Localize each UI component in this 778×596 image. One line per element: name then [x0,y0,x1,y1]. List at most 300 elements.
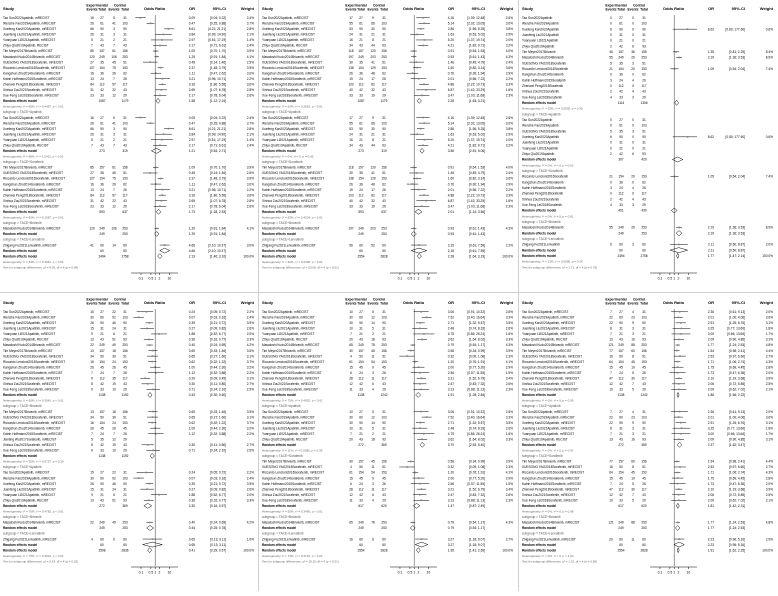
total-control: 93 [642,437,646,442]
events-control: 54 [371,359,375,364]
events-experimental: 5 [91,38,93,43]
col-header-total-ctl: Total [640,301,648,306]
ci-value: [2.02; 13.05] [467,121,485,126]
col-header-weight: Weight [240,300,254,305]
study-label: Wenzhe Fan2019Apatinib [522,21,559,26]
weight-value: 3.1% [246,376,254,381]
weight-value: 3.5% [246,348,254,353]
weight-value: 2.5% [246,171,254,176]
study-estimate [680,322,682,324]
total-experimental: 249 [99,226,105,231]
events-experimental: 7 [350,431,352,436]
total-control: 93 [642,44,646,49]
study-label: Xuefeng Kan2020Apatinib, mRECIST [3,126,57,131]
ci-value: [0.32; 1.22] [210,420,226,425]
subgroup-label: subgroup = TACE+Brivanib [522,515,561,520]
ci-value: [0.30; 0.60] [210,393,226,398]
events-experimental: 5 [610,129,612,134]
study-label: Katrin Hoffmann2015Sorafenib, mRECIST [262,187,322,192]
total-experimental: 60 [619,537,623,542]
subgroup-label: subgroup = TACE+Apatinib [262,404,301,409]
total-control: 156 [122,348,128,353]
ci-value: [3.40; 16.64] [467,415,485,420]
study-label: Zhiyu Qiu2019Apatinib, RECIST [3,498,49,503]
total-experimental: 157 [99,409,105,414]
weight-value: 4.1% [246,226,254,231]
total-control: 29 [642,387,646,392]
study-label: Juanfeng Liu2021Apatinib [522,140,559,145]
heterogeneity-text: Test for subgroup differences: χ² = 1.71, df = 4 (p = 0.79) [522,265,598,270]
total-experimental: 273 [358,149,364,154]
total-experimental: 42 [619,44,623,49]
total-control: 31 [382,15,386,20]
weight-value: 3.7% [246,420,254,425]
total-control: 1306 [640,101,648,106]
study-label: Kangshun Zhu2014Sorafenib, mRECIST [262,365,320,370]
total-control: 45 [382,476,386,481]
total-experimental: 33 [359,498,363,503]
odds-ratio-value: 2.37 [188,176,195,181]
total-control: 43 [123,443,127,448]
ci-value: [0.04; 0.22] [210,15,226,20]
total-control: 156 [381,49,387,54]
x-tick-label: 0.5 [148,570,154,575]
pooled-diamond [677,392,679,397]
study-label: Riccardo Lencioni2016Sorafenib, mRECIST [3,420,66,425]
total-experimental: 24 [619,370,623,375]
events-control: 9 [632,321,634,326]
odds-ratio-value: 0.79 [447,526,454,531]
ci-value: [0.77; 5.20] [469,476,485,481]
weight-value: 1.7% [765,332,773,337]
odds-ratio-value: 1.21 [188,149,195,154]
ci-value: [0.25; 0.88] [210,121,226,126]
col-header-events-ctl: Events [627,7,639,12]
weight-value: 2.9% [765,537,773,542]
ci-value: [0.90; 4.85] [729,337,745,342]
study-estimate [421,377,423,379]
events-control: 5 [632,481,634,486]
study-label: Tim Meyer2017Brivanib, mRECIST [3,165,53,170]
ci-value: [1.24; 2.53] [729,520,745,525]
weight-value: 2.9% [505,182,513,187]
col-header-total-exp: Total [357,7,365,12]
weight-value: 3.1% [765,420,773,425]
study-label: Riccardo Lencioni2016Sorafenib, mRECIST [3,359,66,364]
study-estimate [412,522,414,524]
events-experimental: 34 [349,43,353,48]
ci-value: [1.42; 33.29] [467,88,485,93]
weight-value: 2.0% [505,137,513,142]
weight-value: 3.1% [765,337,773,342]
total-control: 62 [382,182,386,187]
study-label: Wenzhe Fan2019Apatinib, mRECIST [262,21,315,26]
study-estimate [156,228,158,230]
ci-value: [0.29; 0.57] [210,548,226,553]
study-label: Juanfeng Liu2021Apatinib, mRECIST [262,326,315,331]
study-estimate [677,477,679,479]
events-experimental: 15 [90,309,94,314]
total-experimental: 112 [358,376,364,381]
total-experimental: 50 [619,465,623,470]
col-header-experimental: Experimental [86,297,108,302]
total-control: 26 [382,76,386,81]
total-control: 51 [642,61,646,66]
study-estimate [423,433,425,435]
x-tick-label: 10 [426,276,431,281]
total-experimental: 42 [100,198,104,203]
events-control: 129 [370,176,376,181]
pooled-diamond [420,442,425,447]
col-header-total-ctl: Total [121,7,129,12]
total-control: 117 [641,376,647,381]
events-control: 2 [372,431,374,436]
ci-value: [0.83; 7.32] [469,382,485,387]
pooled-label: Random effects model [522,542,557,547]
events-control: 11 [371,376,375,381]
study-estimate [423,83,425,85]
pooled-diamond [148,392,152,397]
ci-value: [0.47; 2.62] [210,71,226,76]
study-label: Masatoshi Kudo2014Brivanib [522,55,564,60]
total-experimental: 112 [618,376,624,381]
events-experimental: 23 [90,204,94,209]
odds-ratio-value: 3.16 [188,193,195,198]
events-experimental: 4 [610,203,612,208]
total-control: 31 [123,132,127,137]
col-header-events-ctl: Events [367,301,379,306]
study-label: Yuanyuan Li2021Apatinib, mRECIST [3,38,56,43]
total-control: 31 [382,409,386,414]
x-tick-label: 0.1 [138,276,144,281]
total-control: 31 [123,115,127,120]
odds-ratio-value: 1.11 [189,71,195,76]
events-experimental: 26 [90,481,94,486]
weight-value: 3.8% [505,126,513,131]
pooled-diamond [147,525,154,530]
ci-value: [2.10; 10.37] [208,248,226,253]
study-estimate [421,488,423,490]
total-experimental: 61 [619,123,623,128]
events-control: 4 [632,409,634,414]
weight-value: 2.2% [505,187,513,192]
total-experimental: 24 [359,481,363,486]
total-control: 156 [641,348,647,353]
weight-value: 2.5% [246,60,254,65]
events-experimental: 5 [91,437,93,442]
weight-value: 2.8% [246,27,254,32]
events-experimental: 12 [609,492,613,497]
total-control: 2828 [380,254,388,259]
weight-value: 2.2% [246,431,254,436]
odds-ratio-value: 8.62 [707,27,714,32]
events-experimental: 30 [349,420,353,425]
total-control: 29 [123,437,127,442]
events-control: 203 [370,226,376,231]
weight-value: 3.2% [246,365,254,370]
weight-value: 1.6% [246,537,254,542]
weight-value: 2.1% [765,387,773,392]
weight-value: 100.0% [243,548,254,553]
events-control: 4 [632,186,634,191]
study-label: Masatoshi Kudo2014Brivanib, mRECIST [262,226,320,231]
col-header-total-exp: Total [617,301,625,306]
weight-value: 2.6% [505,326,513,331]
events-experimental: 8 [91,382,93,387]
study-label: Tao Sun2022Apatinib, mRECIST [3,115,50,120]
events-control: 44 [371,143,375,148]
total-experimental: 1138 [617,393,625,398]
events-experimental: 53 [349,126,353,131]
odds-ratio-value: 2.91 [707,420,714,425]
study-estimate [149,344,151,346]
study-estimate [140,117,142,119]
odds-ratio-value: 0.62 [188,420,195,425]
total-experimental: 154 [618,67,624,72]
study-estimate [679,311,681,313]
x-tick-label: 2 [158,276,161,281]
pooled-diamond [151,148,161,153]
study-estimate [168,28,170,30]
total-control: 60 [382,542,386,547]
events-control: 45 [112,60,116,65]
events-control: 3 [113,132,115,137]
events-control: 0 [632,72,634,77]
total-experimental: 31 [100,326,104,331]
col-header-or: OR [448,300,454,305]
ci-value: [1.64; 8.02] [469,437,485,442]
odds-ratio-value: 2.10 [707,487,714,492]
total-control: 103 [641,415,647,420]
study-estimate [423,194,425,196]
ci-value: [0.98; 2.41] [729,348,745,353]
total-control: 51 [642,129,646,134]
odds-ratio-value: 3.00 [707,332,714,337]
study-label: Xue-Feng Lei2018Sorafenib, mRECIST [262,498,318,503]
study-label: Xue-Feng Lei2018Sorafenib, mRECIST [262,204,318,209]
ci-value: [0.96; 5.16] [729,537,745,542]
ci-value: [0.24; 2.10] [210,448,226,453]
study-label: Riccardo Lencioni2016Sorafenib [522,174,569,179]
ci-value: [1.06; 2.74] [729,359,745,364]
total-control: 31 [382,326,386,331]
ci-value: [1.25; 6.76] [729,321,745,326]
weight-value: 2.5% [505,32,513,37]
odds-ratio-value: 2.15 [447,248,454,253]
total-control: 90 [123,321,127,326]
odds-ratio-value: 0.65 [188,542,195,547]
study-estimate [419,427,421,429]
events-control: 6 [372,492,374,497]
total-experimental: 24 [619,78,623,83]
total-experimental: 42 [619,197,623,202]
odds-ratio-value: 0.32 [447,465,454,470]
ci-value: [1.36; 3.53] [729,225,745,230]
weight-value: 3.6% [246,82,254,87]
study-estimate [422,117,424,119]
total-control: 2828 [640,548,648,553]
events-control: 5 [113,15,115,20]
study-estimate [162,189,164,191]
study-label: Zhigang Fu2021Lenvatinib, mRECIST [262,537,316,542]
odds-ratio-value: 2.69 [188,88,195,93]
events-experimental: 16 [90,71,94,76]
total-control: 90 [642,27,646,32]
study-estimate [679,411,681,413]
total-control: 31 [123,487,127,492]
odds-ratio-value: 0.43 [188,393,195,398]
ci-value: [0.47; 6.36] [729,481,745,486]
x-tick-label: 0.5 [667,276,673,281]
weight-value: 2.2% [246,187,254,192]
pooled-diamond [670,248,688,253]
ci-value: [1.25; 6.76] [729,420,745,425]
odds-ratio-value: 0.30 [188,382,195,387]
ci-value: [1.19; 3.68] [729,376,745,381]
study-label: Xinhua Zou2021Sorafenib, mRECIST [522,382,576,387]
total-experimental: 157 [358,49,364,54]
events-experimental: 10 [349,326,353,331]
total-control: 26 [123,76,127,81]
events-experimental: 30 [90,315,94,320]
events-experimental: 26 [90,321,94,326]
events-experimental: 7 [91,431,93,436]
study-estimate [406,355,408,357]
heterogeneity-text: Heterogeneity: I² = 21%, τ² = 0.0590, p = 0.26 [522,259,583,264]
pooled-diamond [160,248,170,253]
study-label: Tao Sun2022Apatinib, mRECIST [3,15,50,20]
events-control: 7 [113,143,115,148]
total-experimental: 36 [359,71,363,76]
study-estimate [418,189,420,191]
total-control: 43 [382,198,386,203]
study-estimate [421,205,423,207]
events-experimental: 13 [609,337,613,342]
study-label: Yuanyuan Li2021Apatinib [522,146,559,151]
ci-value: [0.88; 11.13] [467,387,485,392]
events-experimental: 20 [349,437,353,442]
ci-value: [1.80; 5.55] [210,82,226,87]
total-experimental: 21 [100,137,104,142]
study-estimate [424,23,426,25]
events-experimental: 34 [349,143,353,148]
ci-value: [0.78; 6.04] [210,204,226,209]
total-control: 253 [381,526,387,531]
x-tick-label: 2 [417,570,420,575]
study-label: Wenzhe Fan2019Apatinib, mRECIST [3,121,56,126]
study-estimate [149,522,151,524]
study-estimate [421,438,423,440]
total-control: 51 [123,60,127,65]
total-control: 153 [641,67,647,72]
ci-value: [0.77; 13.66] [727,426,745,431]
study-label: Xuefeng Kan2020Apatinib [522,27,560,32]
heterogeneity-text: Test for subgroup differences: χ² = 1.32, df = 4 (p = 0.86) [522,559,598,564]
pooled-label: Random effects model [262,232,297,237]
ci-value: [0.11; 0.80] [210,382,226,387]
study-estimate [426,317,428,319]
total-control: 29 [382,387,386,392]
weight-value: 3.5% [505,420,513,425]
study-label: Zhenwei Peng2018Sorafenib [522,191,564,196]
events-control: 46 [112,481,116,486]
odds-ratio-value: 6.87 [447,198,454,203]
events-control: 52 [371,243,375,248]
ci-value: [1.37; 19.74] [467,38,485,43]
odds-ratio-value: 2.09 [707,387,714,392]
events-experimental: 77 [609,348,613,353]
study-estimate [162,194,164,196]
odds-ratio-value: 0.36 [188,337,195,342]
study-label: Xuefeng Kan2020Apatinib, mRECIST [262,321,316,326]
total-experimental: 43 [100,143,104,148]
ci-value: [0.30; 1.94] [469,71,485,76]
study-label: Tim Meyer2017Brivanib, mRECIST [522,459,572,464]
total-experimental: 33 [100,93,104,98]
col-header-total-ctl: Total [380,301,388,306]
total-experimental: 249 [358,343,364,348]
total-experimental: 60 [619,315,623,320]
study-estimate [140,17,142,19]
study-label: Yuanyuan Li2021Apatinib, mRECIST [522,332,575,337]
heterogeneity-text: Heterogeneity: I² = 11%, τ² = 0.0280, p = 0.35 [262,448,323,453]
events-control: 12 [112,437,116,442]
total-control: 51 [382,60,386,65]
weight-value: 2.6% [505,382,513,387]
total-experimental: 43 [100,498,104,503]
odds-ratio-value: 0.79 [447,520,454,525]
odds-ratio-value: 5.14 [447,21,454,26]
weight-value: 3.0% [246,182,254,187]
heterogeneity-text: Heterogeneity: I² = 15%, τ² = 0.0530, p = 0.30 [522,106,583,111]
ci-value: [0.96; 10.71] [208,187,226,192]
study-label: Xuefeng Kan2020Apatinib, mRECIST [3,481,57,486]
study-estimate [420,422,422,424]
events-experimental: 22 [90,520,94,525]
total-experimental: 42 [619,89,623,94]
events-control: 0 [632,191,634,196]
weight-value: 2.4% [246,15,254,20]
events-control: 32 [371,198,375,203]
total-experimental: 112 [99,376,105,381]
odds-ratio-value: 2.06 [707,382,714,387]
events-control: 30 [371,126,375,131]
study-estimate [416,61,418,63]
total-control: 31 [123,326,127,331]
events-control: 0 [632,38,634,43]
odds-ratio-value: 1.12 [188,431,195,436]
odds-ratio-value: 2.56 [447,481,454,486]
ci-value: [0.16; 0.77] [210,337,226,342]
study-label: Zhenwei Peng2018Sorafenib, mRECIST [522,487,580,492]
odds-ratio-value: 1.09 [188,49,195,54]
study-label: Zhigang Fu2021Lenvatinib [522,242,560,247]
study-estimate [679,466,681,468]
events-control: 6 [372,537,374,542]
study-label: Tim Meyer2017Brivanib, mRECIST [3,348,53,353]
study-estimate [678,438,680,440]
total-experimental: 24 [619,186,623,191]
odds-ratio-value: 7.52 [447,315,454,320]
ci-value: [0.47; 2.62] [210,182,226,187]
study-estimate [674,68,676,70]
study-label: Xuefeng Kan2020Apatinib, mRECIST [262,126,316,131]
weight-value: 2.0% [765,409,773,414]
x-tick-label: 2 [677,570,680,575]
study-label: Riccardo Lencioni2016Sorafenib [522,67,569,72]
study-label: Tao Sun2022Apatinib [522,16,553,21]
study-label: Masatoshi Kudo2014Brivanib, mRECIST [262,520,320,525]
